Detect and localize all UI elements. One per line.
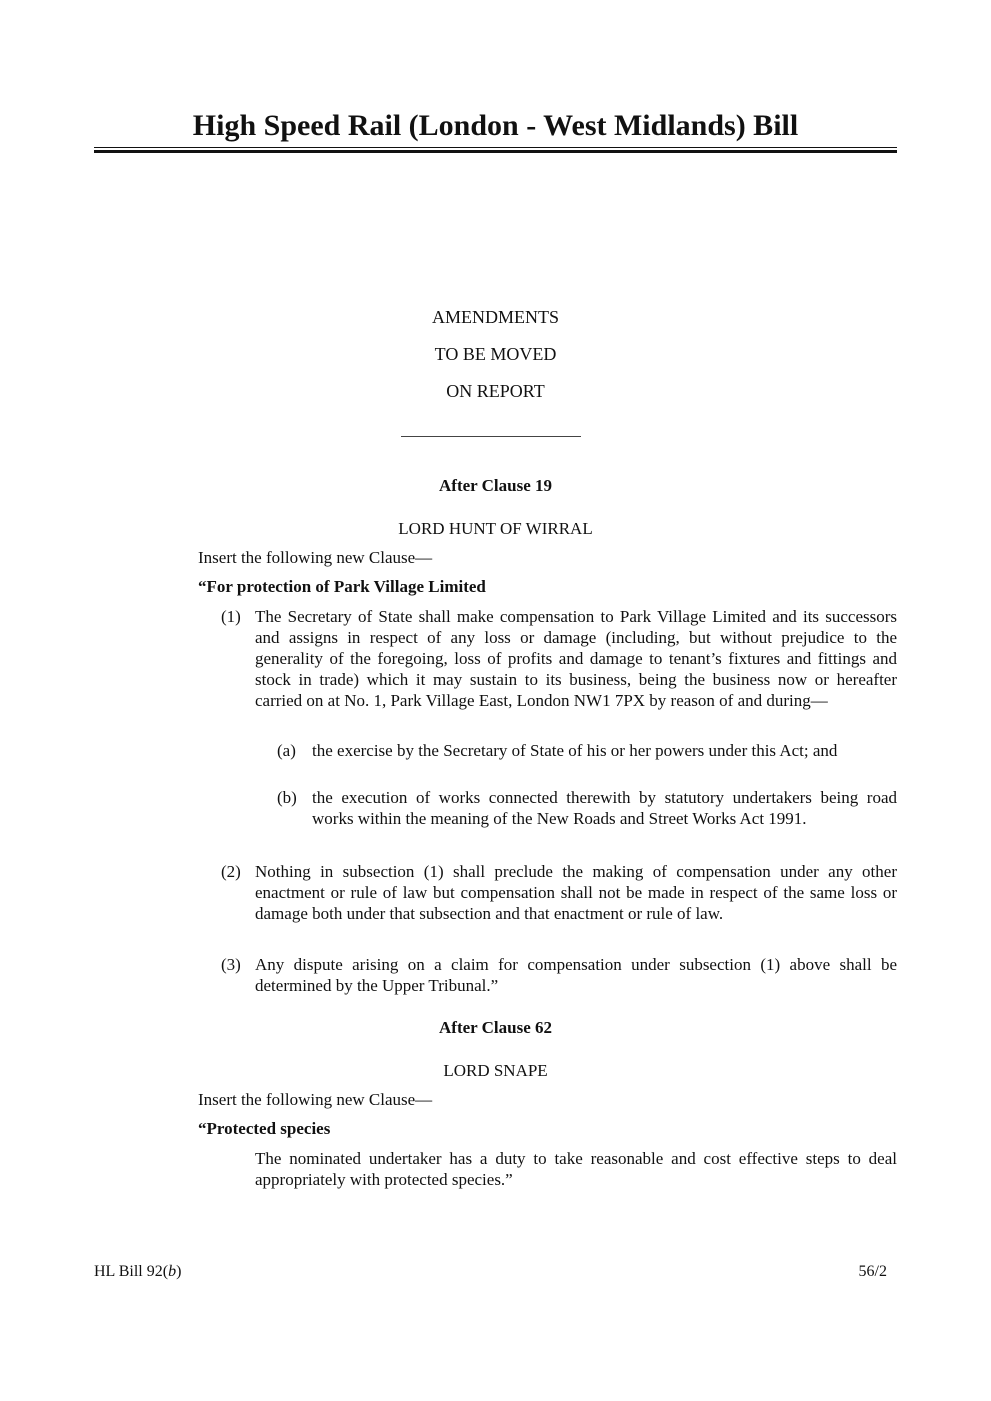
bill-reference-prefix: HL Bill 92(: [94, 1263, 169, 1280]
bill-reference: [94, 1262, 181, 1282]
cover-line-amendments: AMENDMENTS: [431, 307, 559, 327]
title-rule-thin: [94, 147, 897, 148]
new-clause-body-2: The nominated undertaker has a duty to take reasonable and cost effective steps to deal appropriately with protected species.”: [255, 1149, 897, 1189]
subsection-text-1: The Secretary of State shall make compensation to Park Village Limited and its successors and assigns in respect of any loss or damage (including, but without prejudice to the generality of the foregoing, loss of profits and damage to tenant’s fixtures and fittings and stock in trade) which it may sustain to its business, being the business now or hereafter carried on at No. 1, Park Village East, London NW1 7PX by reason of and during—: [255, 607, 897, 710]
amendment-member-1: LORD HUNT OF WIRRAL: [398, 519, 593, 538]
paragraph-label-b: (b): [277, 788, 297, 807]
subsection-number-2: (2): [221, 862, 241, 881]
subsection-text-3: Any dispute arising on a claim for compensation under subsection (1) above shall be determined by the Upper Tribunal.”: [255, 955, 897, 995]
paragraph-text-a: the exercise by the Secretary of State of his or her powers under this Act; and: [312, 741, 838, 760]
amendment-heading-clause-19: After Clause 19: [439, 476, 552, 495]
bill-title: High Speed Rail (London - West Midlands) Bill: [192, 109, 799, 142]
bill-reference-suffix: ): [176, 1263, 182, 1280]
cover-line-to-be-moved: TO BE MOVED: [434, 344, 557, 364]
subsection-number-3: (3): [221, 955, 241, 974]
subsection-text-2: Nothing in subsection (1) shall preclude the making of compensation under any other enactment or rule of law but compensation shall not be made in respect of the same loss or damage both under that subsection and that enactment or rule of law.: [255, 862, 897, 923]
page-reference: 56/2: [858, 1263, 887, 1280]
new-clause-title-2: “Protected species: [198, 1119, 331, 1138]
amendment-heading-clause-62: After Clause 62: [439, 1018, 552, 1037]
new-clause-title-1: “For protection of Park Village Limited: [198, 577, 486, 596]
amendment-instruction-1: Insert the following new Clause—: [198, 548, 433, 567]
paragraph-text-b: the execution of works connected therewith by statutory undertakers being road works within the meaning of the New Roads and Street Works Act 1991.: [312, 788, 897, 828]
subsection-number-1: (1): [221, 607, 241, 626]
amendment-instruction-2: Insert the following new Clause—: [198, 1090, 433, 1109]
section-divider: [401, 436, 581, 437]
paragraph-label-a: (a): [277, 741, 296, 760]
cover-line-on-report: ON REPORT: [446, 381, 545, 401]
amendment-member-2: LORD SNAPE: [443, 1061, 548, 1080]
bill-reference-letter: b: [168, 1263, 177, 1280]
title-rule-thick: [94, 150, 897, 153]
